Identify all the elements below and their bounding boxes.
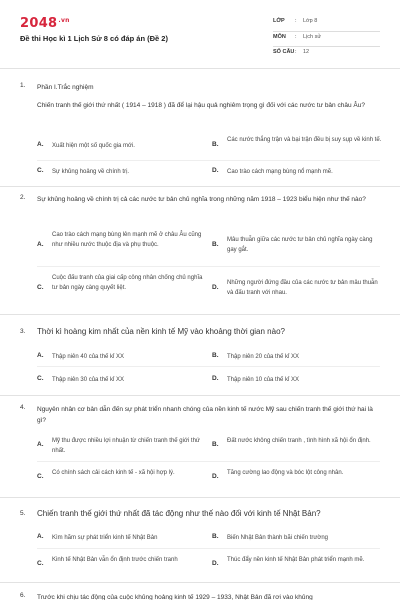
option-letter: C. <box>37 473 44 480</box>
option-letter: C. <box>37 284 44 291</box>
option-letter: A. <box>37 141 44 148</box>
question-divider <box>0 314 400 315</box>
option-divider <box>37 366 380 367</box>
option-text: Cuộc đấu tranh của giai cấp công nhân chống chủ nghĩa tư bản ngày càng quyết liệt. <box>52 275 203 291</box>
option-letter: B. <box>212 441 219 448</box>
option-text: Mâu thuẫn giữa các nước tư bản chủ nghĩa ngày càng gay gắt. <box>227 237 373 253</box>
option-text: Kinh tế Nhật Bản vẫn ổn định trước chiến tranh <box>52 557 178 563</box>
question-text: Sự khủng hoảng về chính trị cả các nước tư bản chủ nghĩa trong những năm 1918 – 1923 biểu hiện như thế nào? <box>37 196 366 203</box>
option-divider <box>37 461 380 462</box>
meta-subject <box>273 31 380 46</box>
question-text: Chiến tranh thế giới thứ nhất đã tác động như thế nào đối với kinh tế Nhật Bản? <box>37 509 321 518</box>
option-text: Mỹ thu được nhiều lợi nhuận từ chiến tranh thế giới thứ nhất. <box>52 438 200 454</box>
question-text: Nguyên nhân cơ bản dẫn đến sự phát triển nhanh chóng của nền kinh tế nước Mỹ sau chiến tranh thế giới thứ hai là gì? <box>37 406 373 424</box>
option-text: Cao trào cách mạng bùng lên mạnh mẽ ở châu Âu cũng như nhiều nước thuộc địa và phụ thuộc. <box>52 232 202 248</box>
document-meta <box>273 16 380 61</box>
meta-key: SỐ CÂU <box>273 49 295 55</box>
option-letter: A. <box>37 241 44 248</box>
option-text: Các nước thắng trận và bại trận đều bị suy sụp về kinh tế. <box>227 137 382 143</box>
meta-question-count <box>273 46 380 61</box>
option-letter: C. <box>37 167 44 174</box>
option-text: Tăng cường lao động và bóc lột công nhân. <box>227 470 344 476</box>
question-number: 3. <box>20 328 26 335</box>
option-letter: B. <box>212 241 219 248</box>
question-text: Thời kì hoàng kim nhất của nền kinh tế Mỹ vào khoảng thời gian nào? <box>37 327 285 336</box>
meta-sep: : <box>295 49 297 55</box>
meta-class <box>273 16 380 31</box>
option-text: Thập niên 10 của thế kỉ XX <box>227 377 300 383</box>
question-number: 2. <box>20 194 26 201</box>
question-number: 6. <box>20 592 26 599</box>
option-text: Đất nước không chiến tranh , tình hình xã hội ổn định. <box>227 438 371 444</box>
meta-value: 12 <box>303 49 310 55</box>
option-letter: D. <box>212 167 219 174</box>
option-text: Cao trào cách mạng bùng nổ mạnh mẽ. <box>227 169 333 175</box>
option-letter: D. <box>212 375 219 382</box>
option-text: Biến Nhật Bản thành bãi chiến trường <box>227 535 329 541</box>
option-letter: C. <box>37 375 44 382</box>
question-text: Chiến tranh thế giới thứ nhất ( 1914 – 1918 ) đã để lại hậu quả nghiêm trọng gì đối với các nước tư bản châu Âu? <box>37 102 365 109</box>
option-text: Thập niên 40 của thế kỉ XX <box>52 354 125 360</box>
question-divider <box>0 395 400 396</box>
question-6 <box>20 592 380 600</box>
option-text: Những người đứng đầu của các nước tư bản mâu thuẫn và đấu tranh với nhau. <box>227 280 378 296</box>
option-divider <box>37 548 380 549</box>
question-text: Trước khi chịu tác động của cuộc khủng hoảng kinh tế 1929 – 1933, Nhật Bản đã rơi vào khủng <box>37 594 313 600</box>
meta-key: MÔN <box>273 34 286 40</box>
option-letter: A. <box>37 533 44 540</box>
option-text: Thúc đẩy nền kinh tế Nhật Bản phát triển mạnh mẽ. <box>227 557 365 563</box>
meta-key: LỚP <box>273 18 285 24</box>
option-letter: A. <box>37 352 44 359</box>
question-divider <box>0 497 400 498</box>
option-letter: C. <box>37 560 44 567</box>
question-divider <box>0 582 400 583</box>
question-number: 5. <box>20 510 26 517</box>
meta-value: Lớp 8 <box>303 18 318 24</box>
option-text: Kìm hãm sự phát triển kinh tế Nhật Bản <box>52 535 158 541</box>
option-text: Có chính sách cải cách kinh tế - xã hội hợp lý. <box>52 470 175 476</box>
option-letter: D. <box>212 284 219 291</box>
logo-main: 2048 <box>20 16 58 31</box>
option-text: Xuất hiện một số quốc gia mới. <box>52 143 135 149</box>
option-text: Thập niên 20 của thế kỉ XX <box>227 354 300 360</box>
site-logo[interactable] <box>20 16 70 31</box>
option-text: Thập niên 30 của thế kỉ XX <box>52 377 125 383</box>
document-title: Đề thi Học kì 1 Lịch Sử 8 có đáp án (Đề 2) <box>20 34 168 43</box>
meta-sep: : <box>295 18 297 24</box>
option-divider <box>37 266 380 267</box>
header-divider <box>0 68 400 69</box>
meta-sep: : <box>295 34 297 40</box>
option-letter: B. <box>212 533 219 540</box>
option-text: Sự khủng hoảng về chính trị. <box>52 169 130 175</box>
option-letter: D. <box>212 560 219 567</box>
option-letter: B. <box>212 352 219 359</box>
question-divider <box>0 186 400 187</box>
logo-tld: .vn <box>58 16 70 24</box>
option-letter: B. <box>212 141 219 148</box>
option-letter: D. <box>212 473 219 480</box>
meta-value: Lịch sử <box>303 34 322 40</box>
option-letter: A. <box>37 441 44 448</box>
option-divider <box>37 160 380 161</box>
section-title: Phần I.Trắc nghiệm <box>37 84 94 91</box>
question-number: 1. <box>20 82 26 89</box>
document-header <box>20 16 380 66</box>
question-number: 4. <box>20 404 26 411</box>
